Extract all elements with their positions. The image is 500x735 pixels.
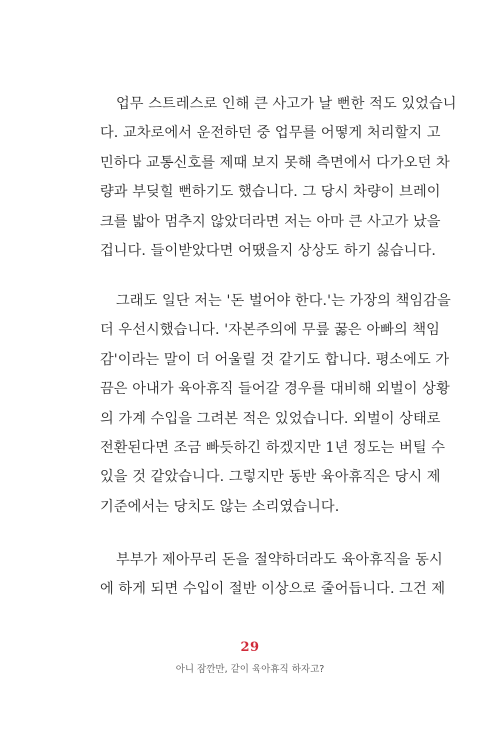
text-line: 기준에서는 당치도 않는 소리였습니다.	[100, 498, 340, 515]
text-line: 량과 부딪힐 뻔하기도 했습니다. 그 당시 차량이 브레이	[100, 184, 441, 201]
text-line: 그래도 일단 저는 '돈 벌어야 한다.'는 가장의 책임감을	[116, 293, 451, 309]
text-line: 다. 교차로에서 운전하던 중 업무를 어떻게 처리할지 고	[100, 125, 441, 142]
text-line: 겁니다. 들이받았다면 어땠을지 상상도 하기 싫습니다.	[100, 242, 436, 259]
text-line: 크를 밟아 멈추지 않았더라면 저는 아마 큰 사고가 났을	[100, 213, 441, 230]
text-line: 끔은 아내가 육아휴직 들어갈 경우를 대비해 외벌이 상황	[100, 381, 450, 398]
text-line: 감'이라는 말이 더 어울릴 것 같기도 합니다. 평소에도 가	[100, 351, 450, 368]
text-line: 전환된다면 조금 빠듯하긴 하겠지만 1년 정도는 버틸 수	[100, 439, 446, 456]
page-number: 29	[240, 640, 260, 655]
paragraph-3	[100, 546, 446, 605]
running-title: 아니 잠깐만, 같이 육아휴직 하자고?	[175, 664, 325, 675]
paragraph-2	[100, 287, 451, 522]
paragraph-1	[100, 90, 457, 266]
text-line: 부부가 제아무리 돈을 절약하더라도 육아휴직을 동시	[116, 552, 443, 568]
text-line: 더 우선시했습니다. '자본주의에 무릎 꿇은 아빠의 책임	[100, 322, 440, 339]
text-line: 있을 것 같았습니다. 그렇지만 동반 육아휴직은 당시 제	[100, 469, 441, 486]
text-line: 민하다 교통신호를 제때 보지 못해 측면에서 다가오던 차	[100, 154, 450, 171]
text-line: 의 가계 수입을 그려본 적은 있었습니다. 외벌이 상태로	[100, 410, 441, 427]
text-line: 업무 스트레스로 인해 큰 사고가 날 뻔한 적도 있었습니	[116, 96, 457, 112]
text-line: 에 하게 되면 수입이 절반 이상으로 줄어듭니다. 그건 제	[100, 581, 446, 598]
